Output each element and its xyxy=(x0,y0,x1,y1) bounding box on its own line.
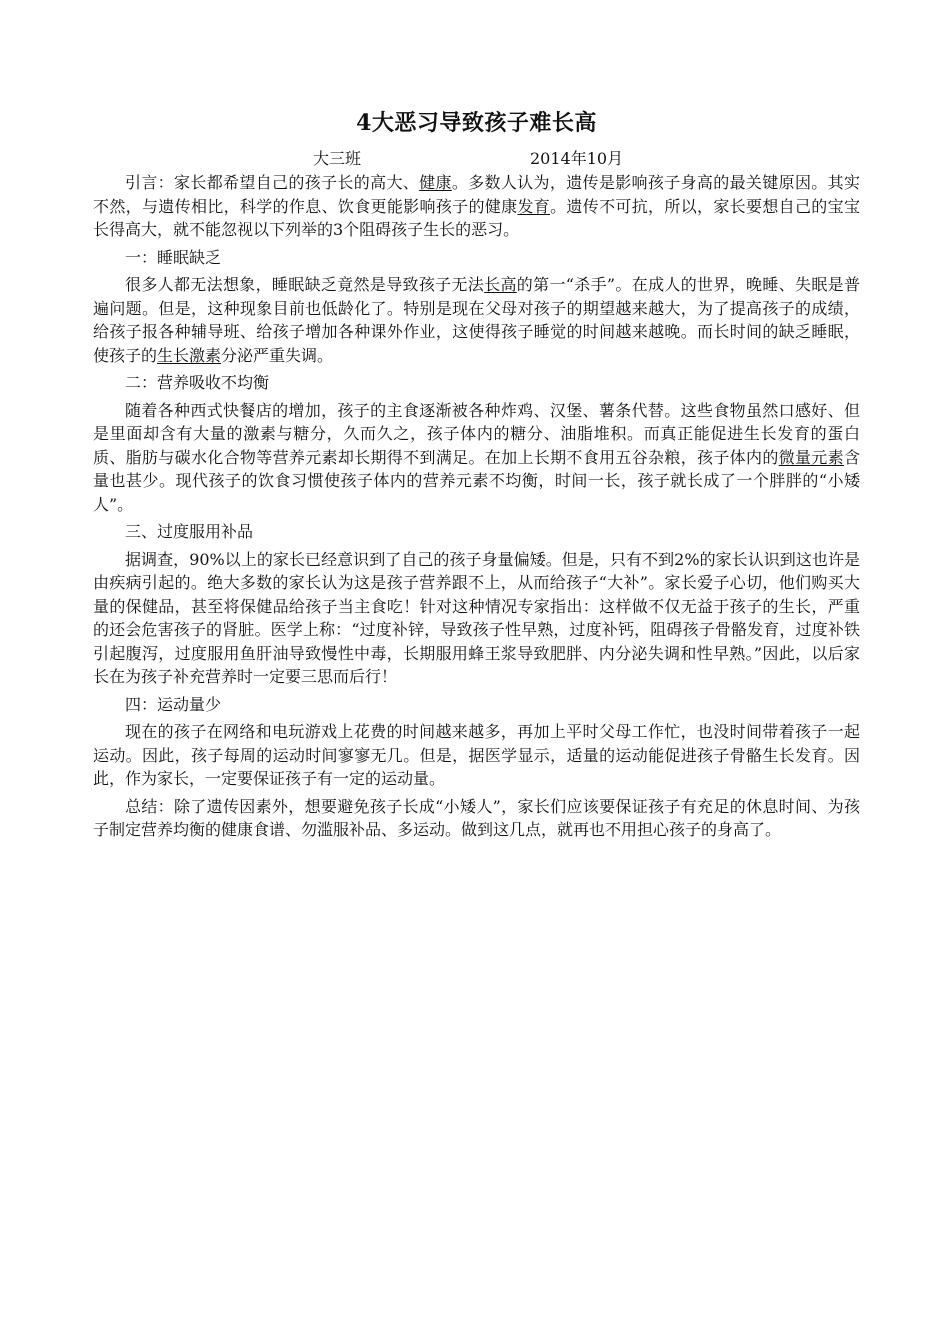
health-link[interactable]: 健康 xyxy=(419,173,452,192)
publish-date: 2014年10月 xyxy=(530,149,624,168)
intro-paragraph xyxy=(93,171,860,242)
sleep-text-3: 分泌严重失调。 xyxy=(221,345,334,365)
intro-text-1: 引言：家长都希望自己的孩子长的高大、 xyxy=(125,173,420,192)
sleep-text-1: 很多人都无法想象，睡眠缺乏竟然是导致孩子无法 xyxy=(125,275,485,294)
grow-taller-link[interactable]: 长高 xyxy=(484,275,517,294)
section-paragraph-sleep xyxy=(93,273,860,367)
document-title: 4大恶习导致孩子难长高 xyxy=(356,110,597,136)
development-link[interactable]: 发育 xyxy=(517,196,551,216)
intro-text-3: 。遗传不可抗，所以，家长要想自己的宝宝长得高大，就不能忽视以下列举的3个阻碍孩子生长的恶习。 xyxy=(93,196,860,239)
section-paragraph-exercise: 现在的孩子在网络和电玩游戏上花费的时间越来越多，再加上平时父母工作忙，也没时间带着孩子一起运动。因此，孩子每周的运动时间寥寥无几。但是，据医学显示，适量的运动能促进孩子骨骼生长发育。因此，作为家长，一定要保证孩子有一定的运动量。 xyxy=(93,722,860,788)
section-heading-sleep: 一：睡眠缺乏 xyxy=(125,247,222,267)
sleep-text-2: 的第一“杀手”。在成人的世界，晚睡、失眠是普遍问题。但是，这种现象目前也低龄化了。特别是现在父母对孩子的期望越来越大，为了提高孩子的成绩，给孩子报各种辅导班、给孩子增加各种课外作业，这使得孩子睡觉的时间越来越晚。而长时间的缺乏睡眠，使孩子的 xyxy=(93,275,860,365)
intro-text-2: 。多数人认为，遗传是影响孩子身高的最关键原因。其实不然，与遗传相比，科学的作息、饮食更能影响孩子的健康 xyxy=(93,173,860,216)
document-body xyxy=(93,107,860,842)
nutrition-text-1: 随着各种西式快餐店的增加，孩子的主食逐渐被各种炸鸡、汉堡、薯条代替。这些食物虽然口感好、但是里面却含有大量的激素与糖分，久而久之，孩子体内的糖分、油脂堆积。而真正能促进生长发育的蛋白质、脂肪与碳水化合物等营养元素却长期得不到满足。在加上长期不食用五谷杂粮，孩子体内的 xyxy=(93,400,860,467)
trace-elements-link[interactable]: 微量元素 xyxy=(778,447,844,467)
section-heading-nutrition: 二：营养吸收不均衡 xyxy=(125,373,270,392)
section-heading-supplements: 三、过度服用补品 xyxy=(125,522,254,541)
growth-hormone-link[interactable]: 生长激素 xyxy=(157,345,222,365)
summary-paragraph: 总结：除了遗传因素外，想要避免孩子长成“小矮人”，家长们应该要保证孩子有充足的休息时间、为孩子制定营养均衡的健康食谱、勿滥服补品、多运动。做到这几点，就再也不用担心孩子的身高了。 xyxy=(93,796,860,839)
section-heading-exercise: 四：运动量少 xyxy=(125,694,222,714)
author-class: 大三班 xyxy=(313,149,362,168)
byline xyxy=(93,147,860,171)
section-paragraph-supplements: 据调查，90%以上的家长已经意识到了自己的孩子身量偏矮。但是，只有不到2%的家长认识到这也许是由疾病引起的。绝大多数的家长认为这是孩子营养跟不上，从而给孩子“大补”。家长爱子心切，他们购买大量的保健品，甚至将保健品给孩子当主食吃！针对这种情况专家指出：这样做不仅无益于孩子的生长，严重的还会危害孩子的肾脏。医学上称：“过度补锌，导致孩子性早熟，过度补钙，阻碍孩子骨骼发育，过度补铁引起腹泻，过度服用鱼肝油导致慢性中毒，长期服用蜂王浆导致肥胖、内分泌失调和性早熟。”因此，以后家长在为孩子补充营养时一定要三思而后行！ xyxy=(93,549,860,686)
nutrition-text-2: 含量也甚少。现代孩子的饮食习惯使孩子体内的营养元素不均衡，时间一长，孩子就长成了一个胖胖的“小矮人”。 xyxy=(93,447,860,514)
section-paragraph-nutrition xyxy=(93,399,860,517)
